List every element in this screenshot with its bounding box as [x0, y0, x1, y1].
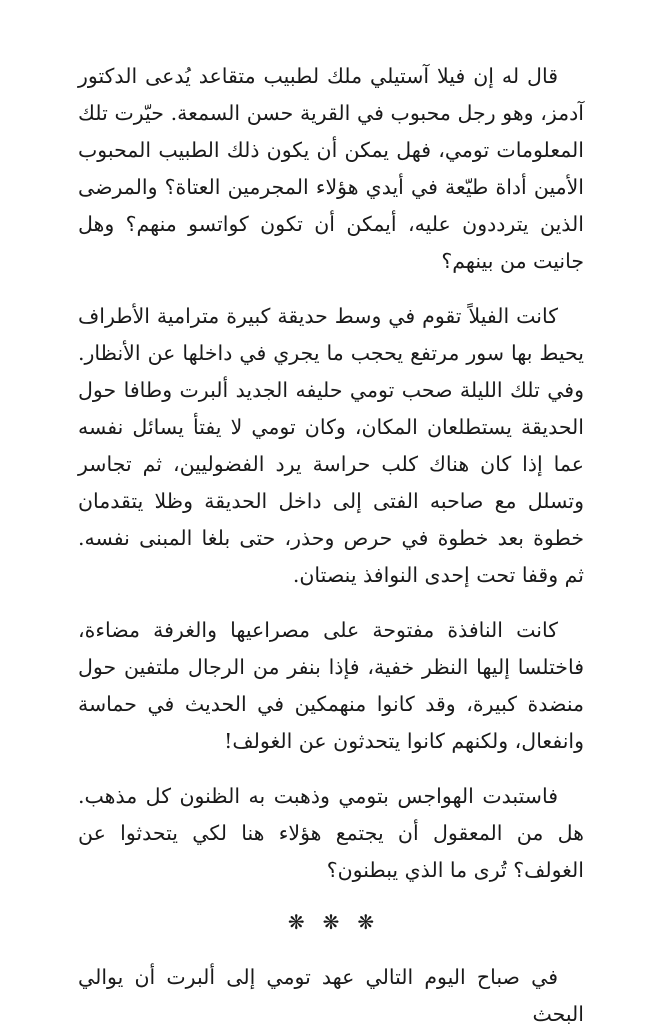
paragraph-4: فاستبدت الهواجس بتومي وذهبت به الظنون كل مذهب. هل من المعقول أن يجتمع هؤلاء هنا لكي يتحدثوا عن الغولف؟ تُرى ما الذي يبطنون؟	[78, 784, 584, 882]
paragraph-5: في صباح اليوم التالي عهد تومي إلى ألبرت أن يوالي البحث	[78, 965, 584, 1026]
paragraph-2: كانت الفيلاً تقوم في وسط حديقة كبيرة مترامية الأطراف يحيط بها سور مرتفع يحجب ما يجري في داخلها عن الأنظار. وفي تلك الليلة صحب تومي حليفه الجديد ألبرت وطافا حول الحديقة يستطلعان المكان، وكان تومي لا يفتأ يسائل نفسه عما إذا كان هناك كلب حراسة يرد الفضوليين، ثم تجاسر وتسلل مع صاحبه الفتى إلى داخل الحديقة وظلا يتقدمان خطوة بعد خطوة في حرص وحذر، حتى بلغا المبنى نفسه. ثم وقفا تحت إحدى النوافذ ينصتان.	[78, 304, 584, 587]
separator-star-1: ❋	[287, 910, 323, 934]
separator-star-2: ❋	[322, 910, 358, 934]
section-separator	[78, 907, 584, 937]
book-page	[78, 58, 584, 1033]
paragraph-1: قال له إن فيلا آستيلي ملك لطبيب متقاعد يُدعى الدكتور آدمز، وهو رجل محبوب في القرية حسن السمعة. حيّرت تلك المعلومات تومي، فهل يمكن أن يكون ذلك الطبيب المحبوب الأمين أداة طيّعة في أيدي هؤلاء المجرمين العتاة؟ والمرضى الذين يترددون عليه، أيمكن أن تكون كواتسو منهم؟ وهل جانيت من بينهم؟	[78, 64, 584, 273]
paragraph-3: كانت النافذة مفتوحة على مصراعيها والغرفة مضاءة، فاختلسا إليها النظر خفية، فإذا بنفر من الرجال ملتفين حول منضدة كبيرة، وقد كانوا منهمكين في الحديث في حماسة وانفعال، ولكنهم كانوا يتحدثون عن الغولف!	[78, 618, 584, 753]
separator-star-3: ❋	[357, 910, 393, 934]
